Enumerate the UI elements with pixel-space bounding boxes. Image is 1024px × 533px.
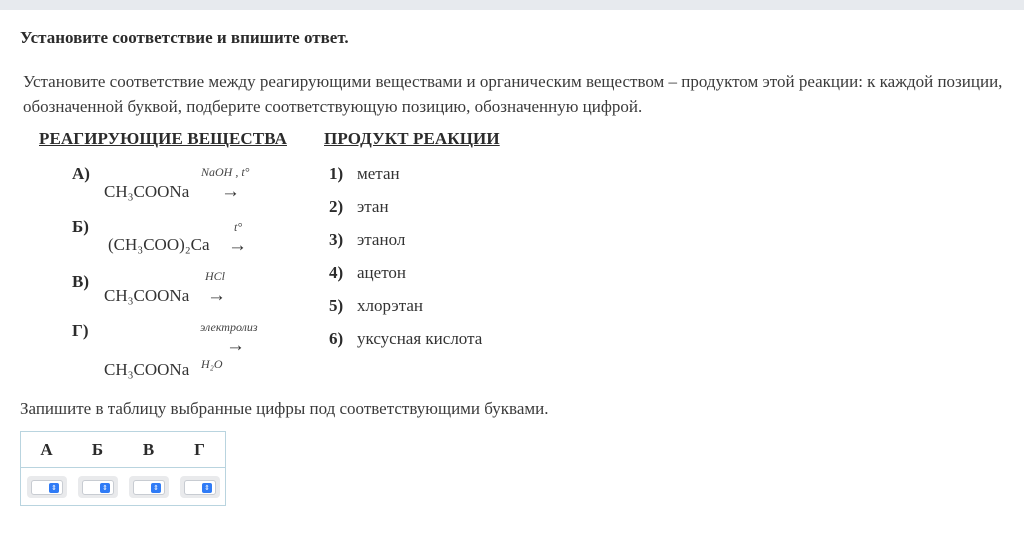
product-text: этанол	[357, 230, 406, 249]
column-header-products: ПРОДУКТ РЕАКЦИИ	[324, 129, 500, 148]
product-number: 6)	[329, 329, 344, 348]
reactant-c-formula: CH₃COONa	[104, 286, 190, 305]
product-text: этан	[357, 197, 389, 216]
column-header-reactants: РЕАГИРУЮЩИЕ ВЕЩЕСТВА	[39, 129, 287, 148]
task-instruction: Установите соответствие между реагирующими веществами и органическим веществом – продуктом этой реакции: к каждой позиции, обозначенной буквой, подберите соответствующую позицию, обозначенную цифрой.	[23, 72, 1003, 116]
reactant-d-condition-below: H₂O	[201, 357, 223, 371]
reactant-letter-d: Г)	[72, 321, 89, 340]
product-number: 1)	[329, 164, 344, 183]
product-number: 2)	[329, 197, 344, 216]
chevron-updown-icon[interactable]: ⇕	[151, 483, 161, 493]
reactant-d-formula: CH₃COONa	[104, 360, 190, 379]
product-number: 3)	[329, 230, 344, 249]
reactant-letter-b: Б)	[72, 217, 89, 236]
reaction-arrow-c: →	[207, 285, 226, 306]
select-field[interactable]	[184, 480, 216, 495]
chevron-updown-icon[interactable]: ⇕	[100, 483, 110, 493]
select-field[interactable]	[82, 480, 114, 495]
reactant-b-condition: t°	[234, 220, 243, 234]
answer-select-a[interactable]	[27, 476, 67, 498]
product-text: хлорэтан	[357, 296, 423, 315]
reactant-d-condition: электролиз	[200, 320, 258, 334]
answer-header-b: Б	[91, 440, 104, 459]
product-text: уксусная кислота	[357, 329, 483, 348]
answer-table	[20, 431, 226, 506]
product-number: 5)	[329, 296, 344, 315]
select-field[interactable]	[31, 480, 63, 495]
answer-header-c: В	[142, 440, 155, 459]
reactant-b-formula: (CH₃COO)₂Ca	[108, 235, 210, 254]
reaction-arrow-b: →	[228, 235, 247, 256]
product-number: 4)	[329, 263, 344, 282]
answer-header-d: Г	[194, 440, 205, 459]
answer-select-c[interactable]	[129, 476, 169, 498]
answer-select-b[interactable]	[78, 476, 118, 498]
answer-table-header	[21, 432, 225, 468]
select-field[interactable]	[133, 480, 165, 495]
answer-select-d[interactable]	[180, 476, 220, 498]
answer-header-a: А	[40, 440, 53, 459]
reactant-c-condition: HCl	[205, 269, 226, 283]
product-text: ацетон	[357, 263, 406, 282]
answer-instruction: Запишите в таблицу выбранные цифры под соответствующими буквами.	[20, 399, 549, 418]
reactant-letter-c: В)	[72, 272, 89, 291]
reaction-arrow-d: →	[226, 335, 245, 356]
chevron-updown-icon[interactable]: ⇕	[202, 483, 212, 493]
reactant-letter-a: А)	[72, 164, 90, 183]
reactant-a-formula: CH₃COONa	[104, 182, 190, 201]
task-heading: Установите соответствие и впишите ответ.	[20, 28, 349, 47]
top-bar	[0, 0, 1024, 10]
reactant-a-condition: NaOH , t°	[201, 165, 250, 179]
reaction-arrow-a: →	[221, 181, 240, 202]
product-text: метан	[357, 164, 400, 183]
chevron-updown-icon[interactable]: ⇕	[49, 483, 59, 493]
